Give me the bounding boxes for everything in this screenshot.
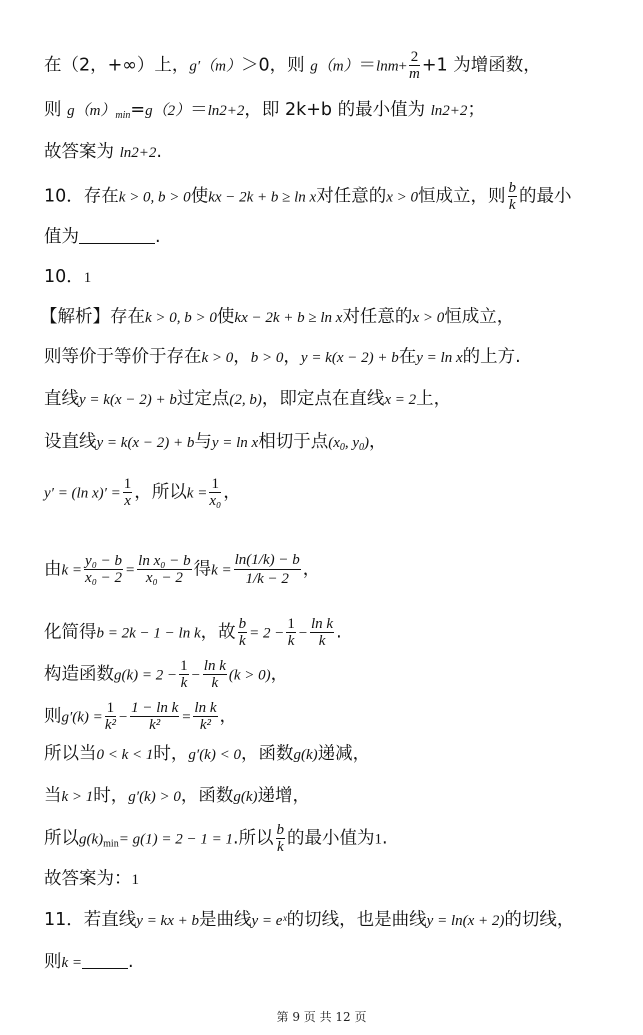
math: k > 0, b > 0	[118, 189, 191, 206]
text: 过定点	[176, 389, 230, 409]
text: 化简得	[44, 622, 97, 643]
math: ln2+2	[430, 103, 468, 119]
fraction: $\frac{\text{1 − ln k}}{\text{k²}}$	[131, 700, 179, 733]
solution-line-8	[44, 658, 623, 691]
math: g′(k) < 0	[188, 747, 241, 763]
math: −	[190, 667, 201, 684]
text: 10．	[44, 267, 84, 287]
solution-line-2	[44, 343, 623, 372]
fraction: $\frac{\text{y₀ − b}}{\text{x₀ − 2}}$	[85, 553, 123, 586]
text: 是曲线	[199, 910, 252, 930]
fraction: $\frac{1}{\text{k²}}$	[104, 700, 116, 733]
subscript: min	[115, 110, 131, 121]
text: .	[156, 142, 162, 162]
math: k =	[186, 485, 208, 502]
text: 直线	[44, 389, 79, 409]
text: ，即 2k+b 的最小值为	[244, 100, 431, 120]
solution-line-12	[44, 822, 623, 859]
solution-line-6	[44, 551, 623, 588]
subscript: 0	[359, 442, 365, 453]
math: −	[297, 625, 308, 642]
text: ＞0，则	[241, 55, 311, 76]
math: (2, b)	[229, 392, 262, 408]
text: ＝	[358, 55, 377, 76]
math: g′(k) =	[61, 709, 103, 726]
text: 的最小值为	[287, 828, 375, 849]
question-10	[44, 180, 623, 213]
math: g(k)	[79, 831, 104, 848]
solution-line-11	[44, 782, 623, 811]
text: 的最小	[519, 186, 572, 207]
text: ，	[233, 347, 251, 367]
text: 10．存在	[44, 186, 119, 207]
answer-10	[44, 263, 623, 292]
math: (x	[328, 435, 340, 451]
math: y = k(x − 2) + b	[300, 350, 399, 366]
text: 对任意的	[342, 307, 413, 327]
text: 得	[193, 559, 212, 580]
text: +1 为增函数，	[421, 55, 541, 76]
text: 递增，	[257, 786, 310, 806]
text: .	[155, 227, 161, 247]
solution-line-7	[44, 616, 623, 649]
fraction: $\frac{b}{k}$	[238, 616, 247, 649]
fraction: $\frac{\text{ln k}}{k}$	[310, 616, 334, 649]
text: 故答案为	[44, 142, 120, 162]
question-11-line-2	[44, 948, 623, 977]
text: 则	[44, 100, 68, 120]
math: =	[181, 709, 192, 726]
text: 设直线	[44, 432, 97, 452]
text: ，所以	[134, 482, 187, 503]
fraction: $\frac{b}{k}$	[276, 822, 285, 855]
solution-line-3	[44, 385, 623, 414]
math: 1	[83, 270, 92, 286]
text: 的切线，	[504, 910, 575, 930]
text: .所以	[232, 828, 274, 849]
text: 使	[190, 186, 209, 207]
solution-line-4	[44, 428, 623, 462]
fraction: $\frac{1}{k}$	[180, 658, 188, 691]
solution-line-9	[44, 700, 623, 733]
text: ，	[283, 347, 301, 367]
text: 所以当	[44, 744, 97, 764]
math: b > 0	[250, 350, 284, 366]
answer-blank	[79, 225, 155, 244]
fraction: $\frac{\text{ln k}}{\text{k²}}$	[194, 700, 217, 733]
math: k =	[211, 562, 232, 579]
fraction: $\frac{\text{ln x₀ − b}}{\text{x₀ − 2}}$	[138, 553, 191, 586]
math: g(k) = 2 −	[114, 667, 178, 684]
math: = g(1) = 2 − 1 = 1	[118, 831, 233, 848]
text: 上，	[416, 389, 452, 409]
fraction: $\frac{\text{ln k}}{k}$	[203, 658, 226, 691]
question-10-line-2	[44, 223, 623, 251]
text: 值为	[44, 227, 79, 247]
math: 1	[131, 872, 139, 888]
math: k > 0, b > 0	[145, 310, 217, 326]
math: x > 0	[412, 310, 445, 326]
text: 的切线，也是曲线	[286, 910, 427, 930]
answer-blank	[82, 950, 128, 969]
text: ，	[270, 664, 289, 685]
text: 使	[216, 307, 235, 327]
line-2	[44, 96, 623, 130]
text: 与	[194, 432, 212, 452]
math: y = kx + b	[136, 913, 199, 929]
fraction: $\frac{1}{k}$	[287, 616, 295, 649]
math: y = ln x	[211, 435, 259, 451]
fraction: $\frac{1}{x}$	[123, 476, 132, 509]
math: g(k)	[233, 789, 258, 805]
text: =	[130, 100, 146, 120]
math: k =	[61, 955, 83, 971]
math: = 2 −	[249, 625, 285, 642]
text: ，	[369, 432, 387, 452]
math: x > 0	[386, 189, 418, 206]
text: ，即定点在直线	[261, 389, 385, 409]
question-11	[44, 906, 623, 935]
solution-line-13	[44, 865, 623, 894]
solution-line-1	[40, 303, 623, 332]
math: b = 2k − 1 − ln k	[96, 625, 201, 642]
text: ；	[467, 100, 485, 120]
math: kx − 2k + b ≥ ln x	[234, 310, 343, 326]
math: k > 1	[61, 789, 94, 805]
math: ln2+2	[207, 103, 245, 119]
text: ，函数	[180, 786, 234, 806]
math: )	[364, 435, 370, 451]
text: 时，	[93, 786, 129, 806]
text: 【解析】存在	[40, 307, 145, 327]
text: ，	[302, 559, 321, 580]
text: 所以	[44, 828, 79, 849]
fraction: $\frac{1}{\text{x₀}}$	[209, 476, 222, 509]
math: , y	[344, 435, 360, 451]
math: g′（m）	[189, 58, 241, 75]
text: 相切于点	[258, 432, 329, 452]
subscript: 0	[339, 442, 345, 453]
text: ，故	[200, 622, 236, 643]
text: 则	[44, 952, 62, 972]
math: g（m）	[67, 103, 116, 119]
math: 1	[374, 831, 383, 848]
text: 恒成立，则	[418, 186, 506, 207]
text: 11．若直线	[44, 910, 137, 930]
solution-line-10	[44, 740, 623, 769]
math: ln2+2	[119, 145, 157, 161]
text: 构造函数	[44, 664, 114, 685]
text: .	[128, 952, 134, 972]
math: k > 0	[201, 350, 234, 366]
text: ，	[223, 482, 241, 503]
math: g(k)	[293, 747, 318, 763]
fraction: $\frac{2}{m}$	[409, 49, 420, 82]
fraction: $\frac{\ln(1/k) - b}{1/k - 2}$	[234, 552, 300, 587]
math: k =	[61, 562, 83, 579]
math: y′ = (ln x)′ =	[44, 485, 121, 502]
text: 则	[44, 706, 62, 727]
math: +	[398, 58, 408, 75]
math: −	[117, 709, 129, 726]
page-footer: 第 9 页 共 12 页	[276, 1010, 367, 1024]
text: ，	[219, 706, 237, 727]
text: 故答案为：	[44, 869, 132, 889]
text: .	[336, 622, 342, 643]
text: 对任意的	[316, 186, 387, 207]
math: y = k(x − 2) + b	[79, 392, 177, 408]
text: .	[382, 828, 388, 849]
math: 0 < k < 1	[96, 747, 154, 763]
line-3	[44, 138, 623, 167]
math: x = 2	[384, 392, 417, 408]
subscript: min	[103, 838, 119, 850]
line-1	[44, 49, 623, 82]
text: 当	[44, 786, 62, 806]
math: y = ln x	[416, 350, 463, 366]
math: g′(k) > 0	[128, 789, 181, 805]
text: 的上方.	[462, 347, 521, 367]
math: y = ln(x + 2)	[426, 913, 505, 929]
text: 由	[44, 559, 62, 580]
math: g（m）	[310, 58, 359, 75]
math: =	[125, 562, 136, 579]
text: 递减，	[317, 744, 371, 764]
math: (k > 0)	[228, 667, 271, 684]
fraction: $\frac{b}{k}$	[508, 180, 516, 213]
text: 则等价于等价于存在	[44, 347, 202, 367]
text: ＝	[190, 100, 208, 120]
math: y = eˣ	[251, 913, 287, 929]
text: ，函数	[240, 744, 294, 764]
text: 在	[398, 347, 417, 367]
text: 时，	[153, 744, 189, 764]
math: y = k(x − 2) + b	[96, 435, 195, 451]
math: kx − 2k + b ≥ ln x	[208, 189, 317, 206]
text: 恒成立，	[444, 307, 515, 327]
solution-line-5	[44, 476, 623, 509]
math: lnm	[376, 58, 399, 75]
math: g（2）	[145, 103, 191, 119]
text: 在（2，+∞）上，	[44, 55, 190, 76]
